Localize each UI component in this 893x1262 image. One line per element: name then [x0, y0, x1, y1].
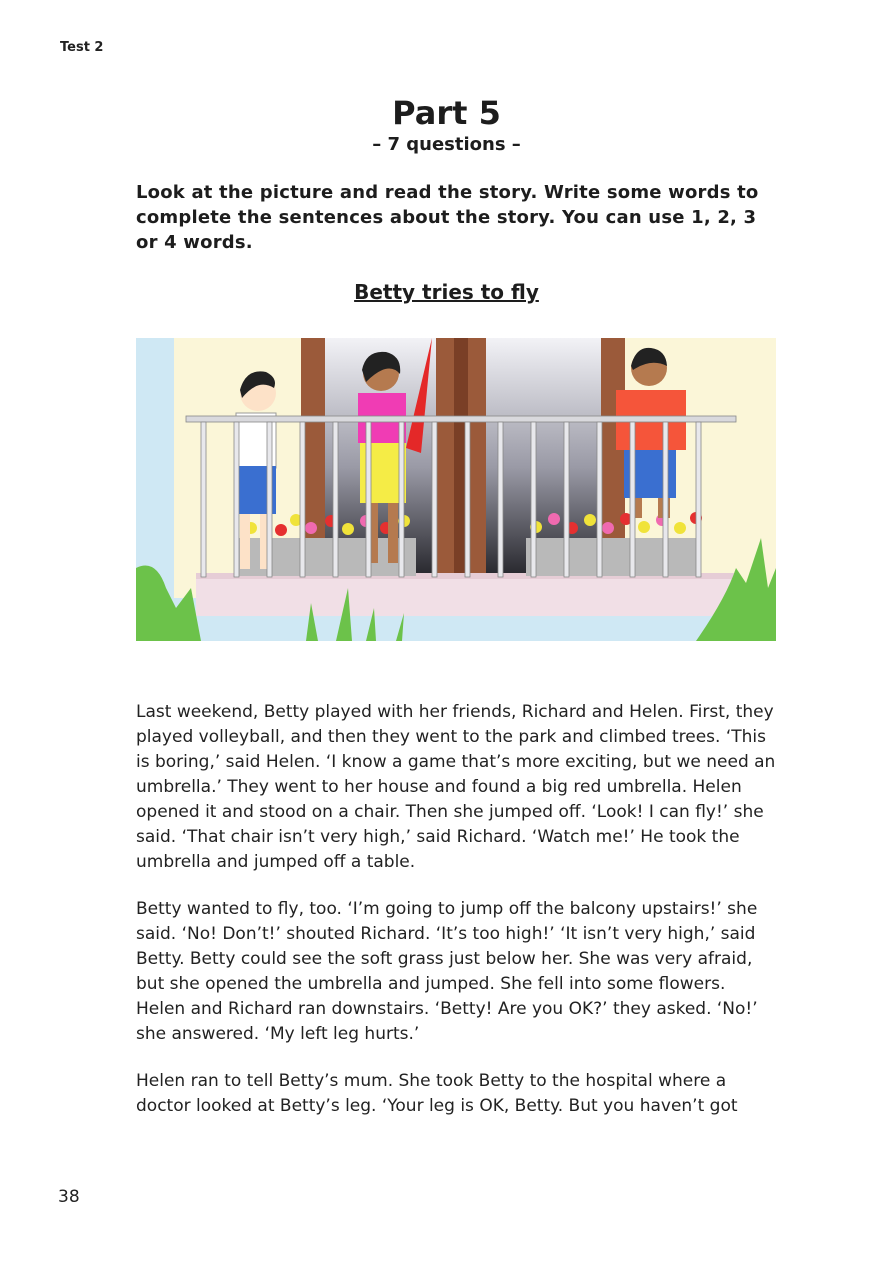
test-label: Test 2 [60, 40, 104, 55]
story-paragraph: Betty wanted to fly, too. ‘I’m going to jump off the balcony upstairs!’ she said. ‘No! Don’t!’ shouted Richard. ‘It’s too high!’ ‘It isn’t very high,’ said Betty. Betty could see the soft grass just below her. She was very afraid, but she opened the umbrella and jumped. She fell into some flowers. Helen and Richard ran downstairs. ‘Betty! Are you OK?’ they asked. ‘No!’ she answered. ‘My left leg hurts.’ [136, 899, 758, 1044]
part-title: Part 5 [392, 94, 501, 132]
story-text [136, 700, 776, 1141]
instructions: Look at the picture and read the story. Write some words to complete the sentences about the story. You can use 1, 2, 3 or 4 words. [136, 182, 759, 253]
story-paragraph: Last weekend, Betty played with her friends, Richard and Helen. First, they played volleyball, and then they went to the park and climbed trees. ‘This is boring,’ said Helen. ‘I know a game that’s more exciting, but we need an umbrella.’ They went to her house and found a big red umbrella. Helen opened it and stood on a chair. Then she jumped off. ‘Look! I can fly!’ she said. ‘That chair isn’t very high,’ said Richard. ‘Watch me!’ He took the umbrella and jumped off a table. [136, 702, 776, 872]
story-paragraph: Helen ran to tell Betty’s mum. She took Betty to the hospital where a doctor looked at Betty’s leg. ‘Your leg is OK, Betty. But you haven’t got [136, 1071, 738, 1116]
question-count: – 7 questions – [372, 134, 521, 155]
story-title: Betty tries to fly [354, 280, 539, 304]
page-number: 38 [58, 1187, 80, 1207]
story-illustration [136, 338, 776, 641]
